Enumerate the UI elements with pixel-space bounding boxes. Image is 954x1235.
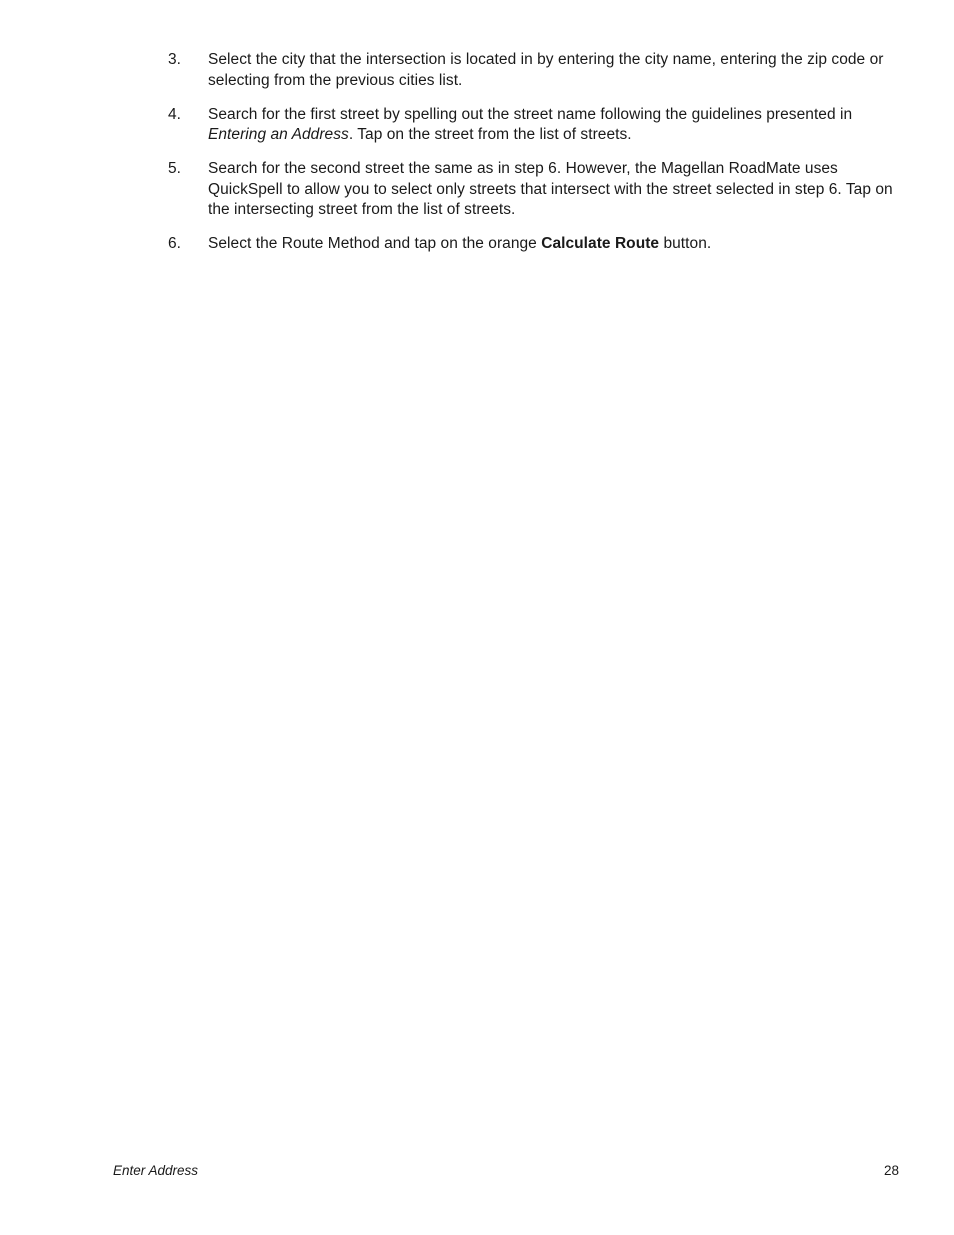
step-number: 3. — [168, 51, 182, 68]
footer-section-title: Enter Address — [113, 1163, 199, 1178]
step-item — [168, 50, 893, 91]
step-text-part: Select the Route Method and tap on the orange — [208, 235, 542, 252]
step-text-part: . Tap on the street from the list of streets. — [348, 126, 632, 143]
step-text — [208, 106, 852, 144]
step-text — [208, 235, 711, 252]
step-text: Search for the second street the same as in step 6. However, the Magellan RoadMate uses QuickSpell to allow you to select only streets that intersect with the street selected in step 6. Tap on the intersecting street from the list of streets. — [208, 160, 893, 218]
step-text-part: Search for the first street by spelling out the street name following the guidelines presented in — [208, 105, 853, 123]
step-item — [168, 234, 893, 255]
step-number: 4. — [168, 105, 182, 123]
calculate-route-label: Calculate Route — [541, 235, 660, 252]
step-item — [168, 105, 893, 146]
entering-an-address-reference: Entering an Address — [208, 126, 349, 143]
step-number: 6. — [168, 235, 182, 252]
step-text-part: button. — [659, 235, 712, 252]
step-item — [168, 159, 893, 221]
page-number: 28 — [883, 1163, 899, 1178]
step-number: 5. — [168, 160, 182, 177]
instruction-steps — [168, 50, 893, 268]
step-text: Select the city that the intersection is located in by entering the city name, entering the zip code or selecting from the previous cities list. — [208, 51, 884, 89]
